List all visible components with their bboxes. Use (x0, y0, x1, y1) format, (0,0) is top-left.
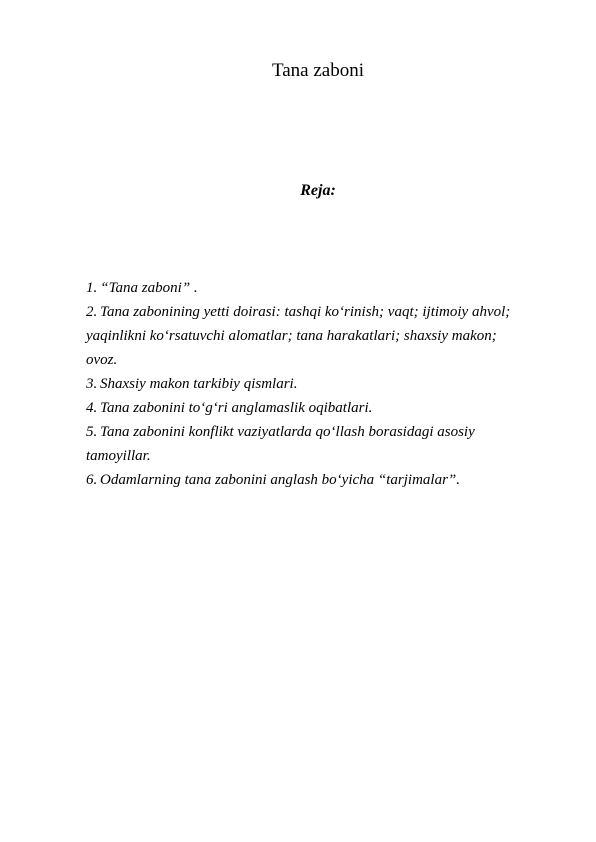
plan-item-2 (86, 300, 556, 372)
plan-item-line: Tana zabonini konflikt vaziyatlarda qo‘llash borasidagi asosiy (100, 424, 475, 440)
plan-item-3 (86, 372, 556, 396)
plan-item-line: “Tana zaboni” . (100, 280, 198, 296)
plan-item-text (100, 372, 556, 396)
plan-item-1 (86, 276, 556, 300)
plan-item-number: 3. (86, 376, 98, 392)
plan-item-line: tamoyillar. (86, 448, 151, 464)
plan-item-5 (86, 420, 556, 468)
plan-item-6 (86, 468, 556, 492)
plan-item-line: Tana zabonining yetti doirasi: tashqi ko‘rinish; vaqt; ijtimoiy ahvol; (100, 304, 511, 320)
plan-item-number: 4. (86, 400, 98, 416)
plan-item-text (100, 468, 556, 492)
plan-item-number: 2. (86, 304, 98, 320)
plan-item-number: 1. (86, 280, 98, 296)
plan-item-text (86, 300, 556, 372)
plan-item-line: Odamlarning tana zabonini anglash bo‘yicha “tarjimalar”. (100, 472, 461, 488)
plan-item-number: 5. (86, 424, 98, 440)
plan-list (86, 276, 556, 492)
plan-item-4 (86, 396, 556, 420)
page-title: Tana zaboni (271, 60, 365, 81)
plan-heading: Reja: (300, 182, 336, 199)
plan-item-line: ovoz. (86, 352, 118, 368)
plan-item-line: yaqinlikni ko‘rsatuvchi alomatlar; tana harakatlari; shaxsiy makon; (86, 328, 497, 344)
plan-item-text (86, 420, 556, 468)
plan-item-text (100, 396, 556, 420)
plan-item-number: 6. (86, 472, 98, 488)
plan-item-line: Tana zabonini to‘g‘ri anglamaslik oqibatlari. (100, 400, 373, 416)
plan-item-text (100, 276, 556, 300)
plan-item-line: Shaxsiy makon tarkibiy qismlari. (100, 376, 298, 392)
